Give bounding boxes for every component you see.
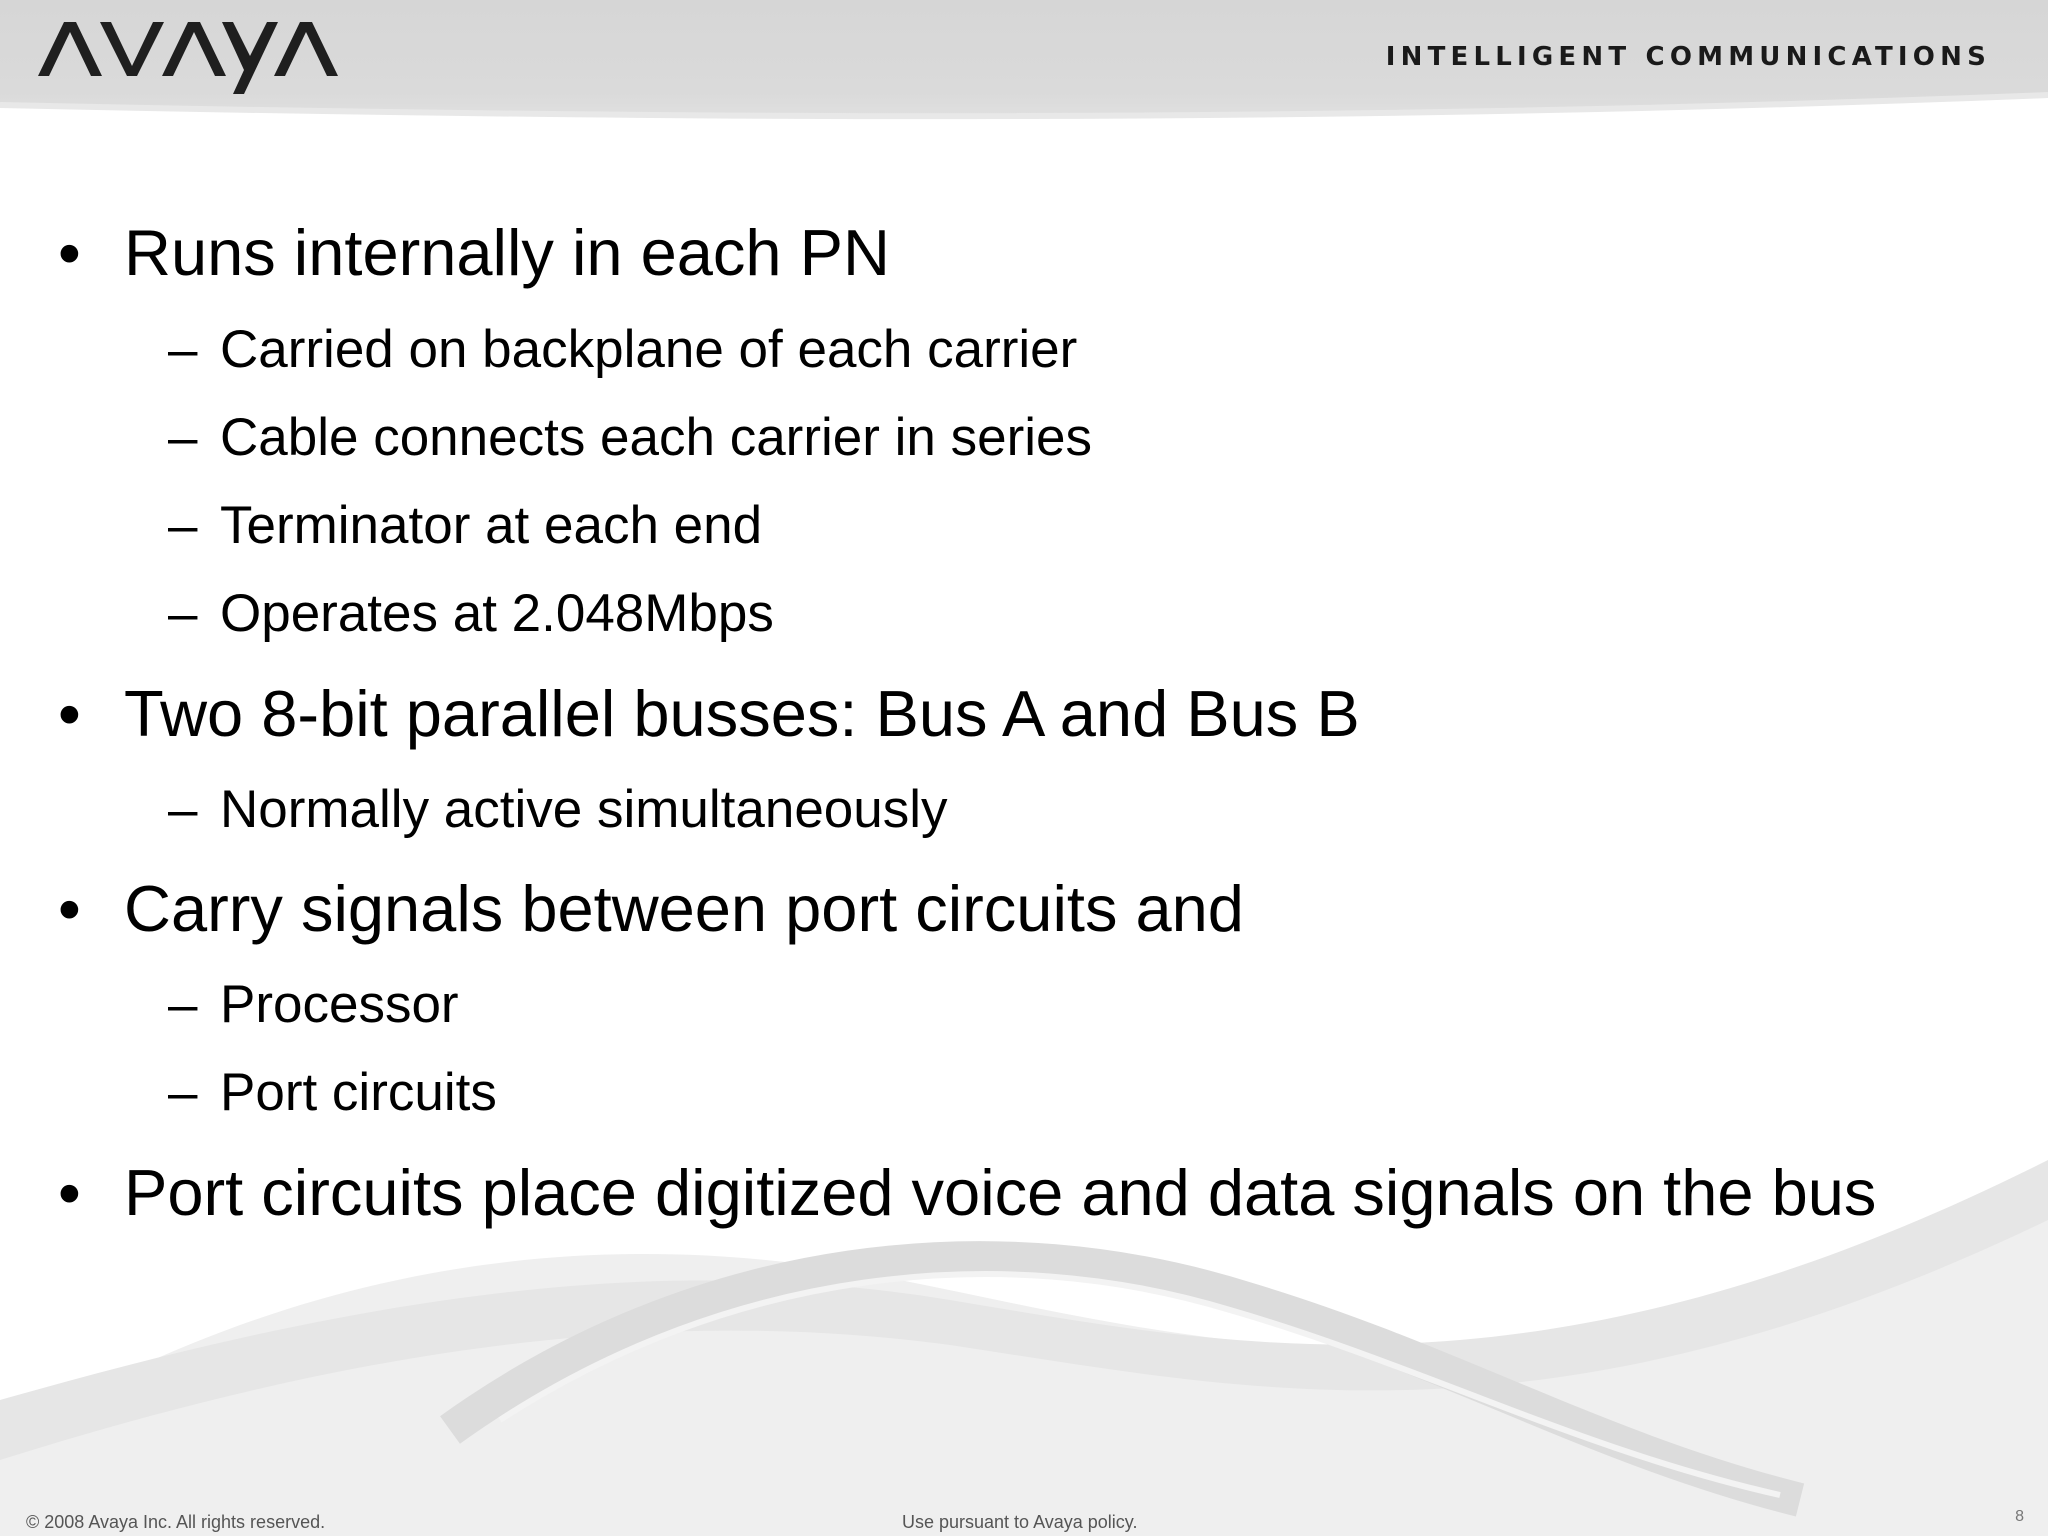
logo-text: AVAYA [38, 8, 42, 9]
sub-bullet-text: Operates at 2.048Mbps [220, 584, 774, 643]
sub-bullet-text: Processor [220, 975, 459, 1034]
bullet-text: Runs internally in each PN [124, 216, 890, 289]
bullet-marker: • [58, 216, 81, 289]
sub-bullet-marker: – [168, 1063, 198, 1122]
bullet-marker: • [58, 1156, 81, 1229]
bullet-item [58, 675, 1958, 753]
sub-bullet-text: Normally active simultaneously [220, 780, 948, 839]
sub-bullet-marker: – [168, 320, 198, 379]
tagline: INTELLIGENT COMMUNICATIONS [1385, 42, 1991, 72]
footer-policy: Use pursuant to Avaya policy. [902, 1512, 1138, 1532]
sub-bullet-text: Port circuits [220, 1063, 497, 1122]
footer-copyright: © 2008 Avaya Inc. All rights reserved. [26, 1512, 326, 1532]
bullet-marker: • [58, 677, 81, 750]
sub-bullet-marker: – [168, 975, 198, 1034]
sub-bullet-marker: – [168, 584, 198, 643]
bullet-marker: • [58, 872, 81, 945]
bullet-item [58, 214, 1958, 292]
sub-bullet-marker: – [168, 496, 198, 555]
page-number: 8 [2015, 1508, 2024, 1525]
bullet-text: Carry signals between port circuits and [124, 872, 1244, 945]
sub-bullet-text: Terminator at each end [220, 496, 763, 555]
sub-bullet-marker: – [168, 408, 198, 467]
bullet-item [58, 1154, 1877, 1314]
sub-bullet-text: Carried on backplane of each carrier [220, 320, 1078, 379]
sub-bullet-marker: – [168, 780, 198, 839]
bullet-text: Port circuits place digitized voice and data signals on the bus [124, 1156, 1877, 1229]
bullet-item [58, 870, 1958, 948]
bullet-text: Two 8-bit parallel busses: Bus A and Bus B [124, 677, 1360, 750]
sub-bullet-text: Cable connects each carrier in series [220, 408, 1092, 467]
